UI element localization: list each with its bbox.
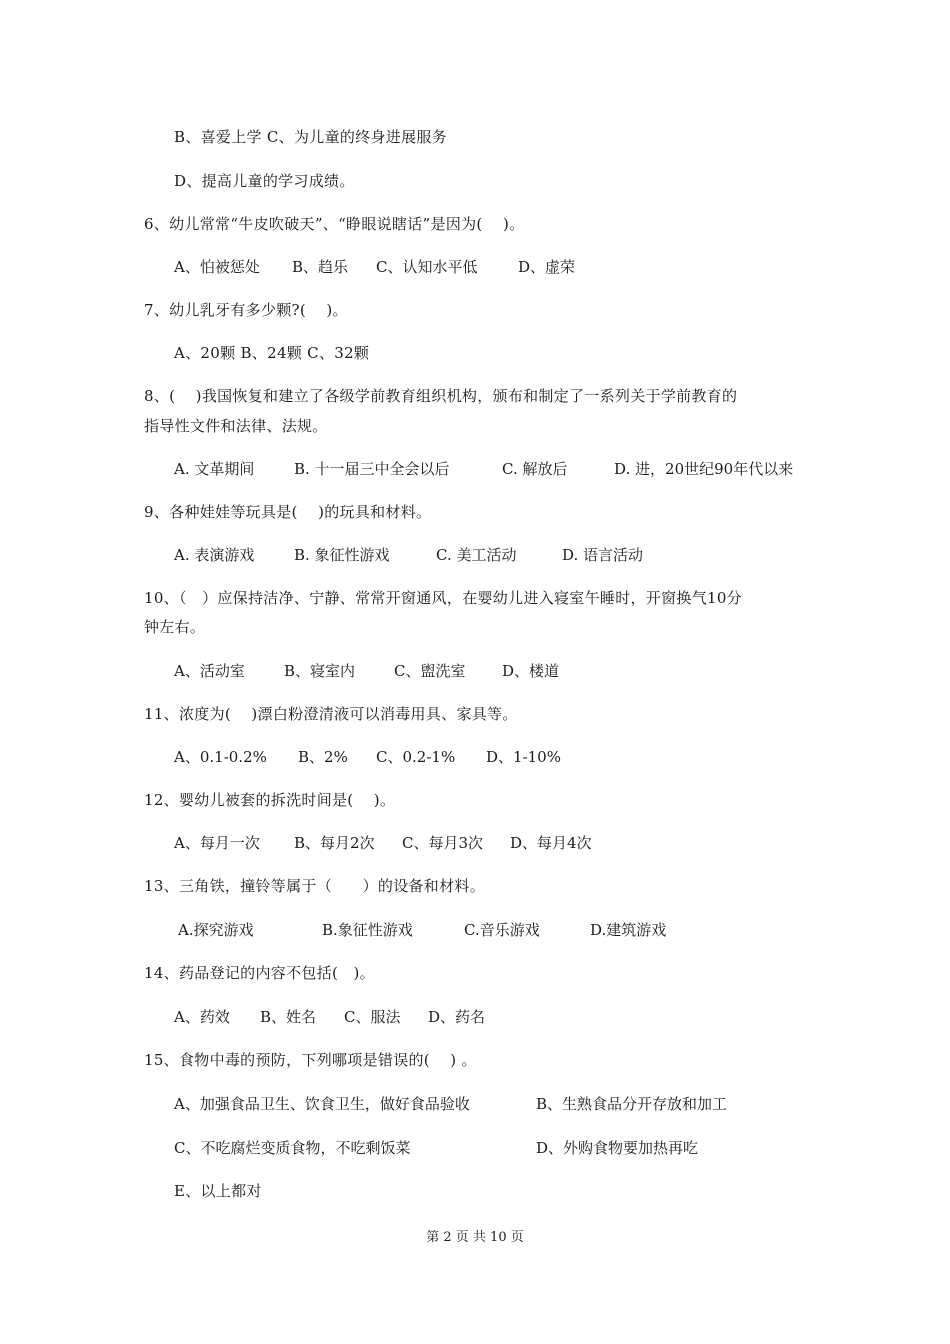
- option-b: B、每月2次: [294, 834, 375, 852]
- question-11: 11、浓度为( )漂白粉澄清液可以消毒用具、家具等。: [144, 705, 518, 723]
- option-d: D. 语言活动: [562, 546, 644, 564]
- option-c: C、服法: [344, 1008, 401, 1026]
- question-6: 6、幼儿常常“牛皮吹破天”、“睁眼说瞎话”是因为( )。: [144, 215, 525, 233]
- option-d: D.建筑游戏: [590, 921, 667, 939]
- option-d: D、楼道: [502, 662, 560, 680]
- option-a: A、活动室: [174, 662, 245, 680]
- question-8-line-2: 指导性文件和法律、法规。: [144, 417, 328, 435]
- option-b: B、寝室内: [284, 662, 356, 680]
- option-a: A、0.1-0.2%: [174, 748, 267, 766]
- option-c: C. 解放后: [502, 460, 568, 478]
- option-c: C、认知水平低: [376, 258, 478, 276]
- option-a: A、药效: [174, 1008, 230, 1026]
- question-10-line-1: 10、（ ）应保持洁净、宁静、常常开窗通风，在婴幼儿进入寝室午睡时，开窗换气10分: [144, 589, 742, 607]
- question-10-line-2: 钟左右。: [144, 618, 206, 636]
- option-c: C、盥洗室: [394, 662, 466, 680]
- option-a: A、每月一次: [174, 834, 260, 852]
- page-footer: 第 2 页 共 10 页: [426, 1230, 524, 1245]
- option-d: D. 进，20世纪90年代以来: [614, 460, 794, 478]
- option-d: D、1-10%: [486, 748, 561, 766]
- option-d: D、虚荣: [518, 258, 576, 276]
- option-c: C、不吃腐烂变质食物，不吃剩饭菜: [174, 1139, 411, 1157]
- option-b: B. 十一届三中全会以后: [294, 460, 450, 478]
- question-14: 14、药品登记的内容不包括( )。: [144, 964, 375, 982]
- question-13: 13、三角铁，撞铃等属于（ ）的设备和材料。: [144, 877, 485, 895]
- option-d: D、每月4次: [510, 834, 592, 852]
- option-b: B. 象征性游戏: [294, 546, 390, 564]
- option-c: C.音乐游戏: [464, 921, 540, 939]
- option-a: A.探究游戏: [178, 921, 254, 939]
- option-b: B、生熟食品分开存放和加工: [536, 1095, 728, 1113]
- question-12: 12、婴幼儿被套的拆洗时间是( )。: [144, 791, 396, 809]
- question-15: 15、食物中毒的预防，下列哪项是错误的( ) 。: [144, 1051, 477, 1069]
- option-b: B、姓名: [260, 1008, 317, 1026]
- option-b: B.象征性游戏: [322, 921, 413, 939]
- option-c: C、0.2-1%: [376, 748, 456, 766]
- question-7: 7、幼儿乳牙有多少颗?( )。: [144, 301, 348, 319]
- option-b: B、2%: [298, 748, 348, 766]
- question-8-line-1: 8、( )我国恢复和建立了各级学前教育组织机构，颁布和制定了一系列关于学前教育的: [144, 387, 738, 405]
- option-a: A. 表演游戏: [174, 546, 255, 564]
- option-a: A. 文革期间: [174, 460, 255, 478]
- question-7-options: A、20颗 B、24颗 C、32颗: [174, 344, 370, 362]
- question-5-option-line-1: B、喜爱上学 C、为儿童的终身进展服务: [174, 128, 447, 146]
- option-d: D、外购食物要加热再吃: [536, 1139, 699, 1157]
- option-c: C、每月3次: [402, 834, 484, 852]
- option-d: D、药名: [428, 1008, 486, 1026]
- question-5-option-line-2: D、提高儿童的学习成绩。: [174, 172, 355, 190]
- question-15-option-e: E、以上都对: [174, 1182, 262, 1200]
- question-9: 9、各种娃娃等玩具是( )的玩具和材料。: [144, 503, 432, 521]
- option-a: A、怕被惩处: [174, 258, 260, 276]
- option-a: A、加强食品卫生、饮食卫生，做好食品验收: [174, 1095, 470, 1113]
- option-c: C. 美工活动: [436, 546, 517, 564]
- option-b: B、趋乐: [292, 258, 349, 276]
